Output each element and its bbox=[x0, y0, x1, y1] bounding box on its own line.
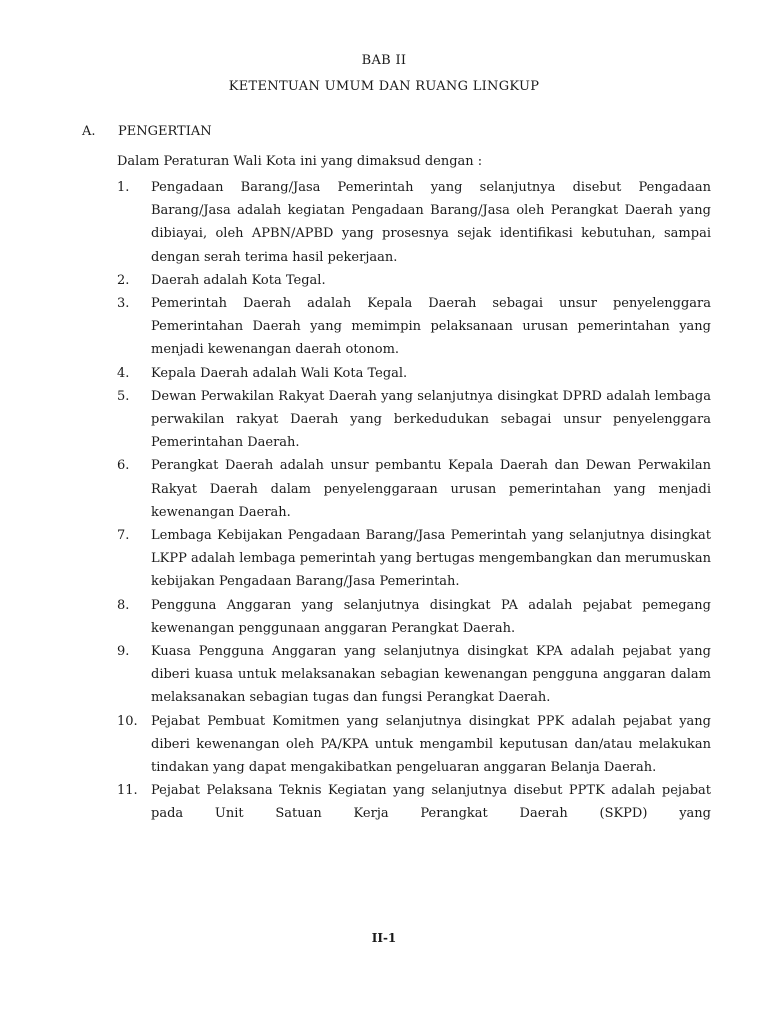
definition-text: Dewan Perwakilan Rakyat Daerah yang selanjutnya disingkat DPRD adalah lembaga perwakilan rakyat Daerah yang berkedudukan sebagai unsur penyelenggara Pemerintahan Daerah. bbox=[151, 388, 711, 451]
definition-item bbox=[117, 640, 711, 710]
definition-number: 11. bbox=[117, 783, 138, 799]
definition-text: Pejabat Pembuat Komitmen yang selanjutnya disingkat PPK adalah pejabat yang diberi kewenangan oleh PA/KPA untuk mengambil keputusan dan/atau melakukan tindakan yang dapat mengakibatkan pengeluaran anggaran Belanja Daerah. bbox=[151, 713, 711, 776]
definition-item bbox=[117, 710, 711, 780]
definition-number: 4. bbox=[117, 365, 130, 381]
definition-item bbox=[117, 385, 711, 455]
definition-text: Kepala Daerah adalah Wali Kota Tegal. bbox=[151, 365, 408, 381]
definition-text: Daerah adalah Kota Tegal. bbox=[151, 272, 326, 288]
definition-number: 7. bbox=[117, 528, 130, 544]
definition-list bbox=[117, 176, 711, 826]
definition-number: 3. bbox=[117, 296, 130, 312]
section-title: PENGERTIAN bbox=[118, 124, 212, 139]
definition-item bbox=[117, 524, 711, 594]
definition-item bbox=[117, 779, 711, 825]
definition-number: 2. bbox=[117, 272, 130, 288]
definition-number: 9. bbox=[117, 644, 130, 660]
chapter-title: KETENTUAN UMUM DAN RUANG LINGKUP bbox=[228, 79, 540, 94]
definition-item bbox=[117, 454, 711, 524]
chapter-number: BAB II bbox=[361, 53, 407, 68]
definition-number: 6. bbox=[117, 458, 130, 474]
definition-item bbox=[117, 176, 711, 269]
definition-text: Pejabat Pelaksana Teknis Kegiatan yang selanjutnya disebut PPTK adalah pejabat pada Unit Satuan Kerja Perangkat Daerah (SKPD) yang bbox=[151, 783, 711, 822]
definition-number: 10. bbox=[117, 713, 138, 729]
definition-text: Pengadaan Barang/Jasa Pemerintah yang selanjutnya disebut Pengadaan Barang/Jasa adalah kegiatan Pengadaan Barang/Jasa oleh Perangkat Daerah yang dibiayai, oleh APBN/APBD yang prosesnya sejak identifikasi kebutuhan, sampai dengan serah terima hasil pekerjaan. bbox=[151, 180, 711, 265]
definition-text: Lembaga Kebijakan Pengadaan Barang/Jasa Pemerintah yang selanjutnya disingkat LKPP adalah lembaga pemerintah yang bertugas mengembangkan dan merumuskan kebijakan Pengadaan Barang/Jasa Pemerintah. bbox=[151, 528, 711, 590]
definition-text: Perangkat Daerah adalah unsur pembantu Kepala Daerah dan Dewan Perwakilan Rakyat Daerah dalam penyelenggaraan urusan pemerintahan yang menjadi kewenangan Daerah. bbox=[151, 458, 711, 520]
definition-item bbox=[117, 594, 711, 640]
page-number: II-1 bbox=[371, 931, 397, 945]
definition-item bbox=[117, 269, 711, 292]
definition-item bbox=[117, 292, 711, 362]
intro-sentence: Dalam Peraturan Wali Kota ini yang dimaksud dengan : bbox=[117, 154, 483, 169]
section-letter: A. bbox=[82, 124, 96, 139]
definition-number: 8. bbox=[117, 597, 130, 613]
definition-number: 1. bbox=[117, 180, 130, 195]
definition-text: Pemerintah Daerah adalah Kepala Daerah sebagai unsur penyelenggara Pemerintahan Daerah yang memimpin pelaksanaan urusan pemerintahan yang menjadi kewenangan daerah otonom. bbox=[151, 296, 711, 358]
definition-item bbox=[117, 362, 711, 385]
definition-text: Kuasa Pengguna Anggaran yang selanjutnya disingkat KPA adalah pejabat yang diberi kuasa untuk melaksanakan sebagian kewenangan pengguna anggaran dalam melaksanakan sebagian tugas dan fungsi Perangkat Daerah. bbox=[151, 644, 711, 706]
definition-number: 5. bbox=[117, 388, 130, 404]
section-heading bbox=[82, 124, 212, 139]
definition-text: Pengguna Anggaran yang selanjutnya disingkat PA adalah pejabat pemegang kewenangan penggunaan anggaran Perangkat Daerah. bbox=[151, 597, 711, 636]
